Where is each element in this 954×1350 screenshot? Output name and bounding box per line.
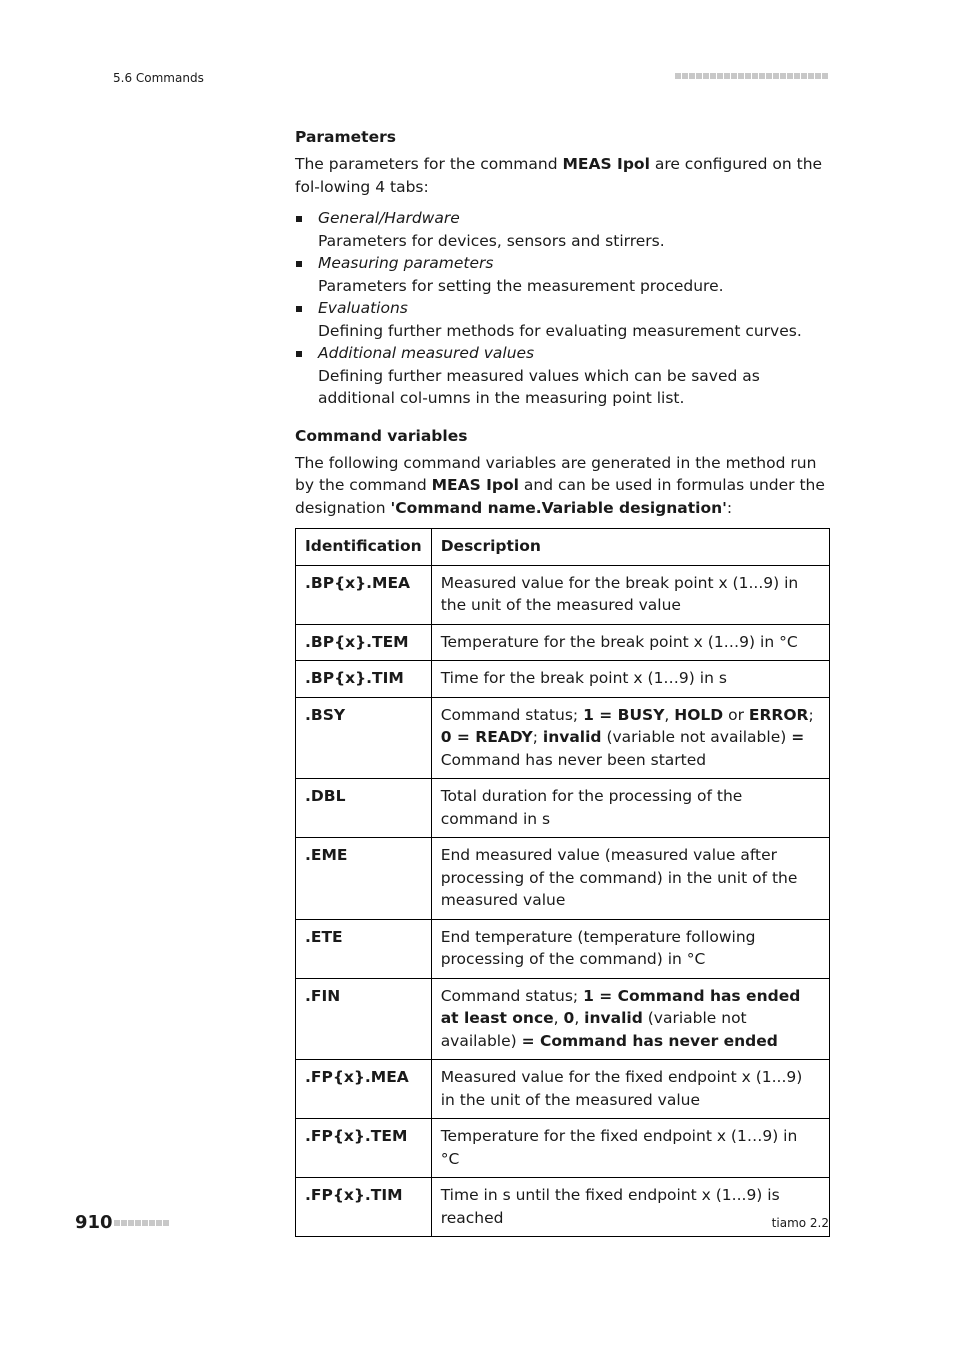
bold-text-run: MEAS Ipol [431,476,519,494]
text-run: , [553,1009,564,1027]
decoration-square [759,73,765,79]
column-header-identification: Identification [296,529,432,566]
decoration-square [696,73,702,79]
text-run: Time for the break point x (1…9) in s [440,669,727,687]
command-variables-section [295,427,830,1238]
decoration-square [752,73,758,79]
text-run: ; [808,705,814,724]
list-item [295,207,830,252]
variable-identification: .FIN [296,978,432,1060]
variable-identification: .FP{x}.TEM [296,1119,432,1178]
decoration-square [731,73,737,79]
bullet-icon [296,216,302,222]
bold-text-run: 1 = Command has ended at least once [440,986,801,1027]
decoration-square [766,73,772,79]
footer-decoration [114,1220,169,1226]
command-variables-table [295,528,830,1237]
table-row [296,838,830,920]
bold-text-run: invalid [542,728,602,746]
decoration-square [128,1220,134,1226]
header-decoration [675,73,828,79]
parameters-heading: Parameters [295,128,396,146]
decoration-square [801,73,807,79]
text-run: Measured value for the fixed endpoint x (1...9) in the unit of the measured value [440,1068,803,1109]
tab-title: Measuring parameters [318,254,494,272]
decoration-square [780,73,786,79]
table-row [296,1178,830,1237]
bold-text-run: MEAS Ipol [562,155,650,173]
decoration-square [142,1220,148,1226]
decoration-square [724,73,730,79]
tab-description: Defining further methods for evaluating measurement curves. [318,321,802,340]
text-run: Command has never been started [440,750,707,769]
tab-description: Defining further measured values which can be saved as additional col-umns in the measuring point list. [318,366,760,407]
table-row [296,919,830,978]
text-run: , [664,705,675,724]
decoration-square [794,73,800,79]
variable-description [431,661,829,698]
bold-text-run: = [791,728,805,746]
text-run: Command status; [440,705,584,724]
bold-text-run: 'Command name.Variable designation' [390,498,727,517]
variable-identification: .EME [296,838,432,920]
bold-text-run: ERROR [748,705,809,724]
table-row [296,624,830,661]
variable-identification: .BSY [296,697,432,779]
decoration-square [822,73,828,79]
decoration-square [745,73,751,79]
table-row [296,779,830,838]
decoration-square [114,1220,120,1226]
variable-description [431,779,829,838]
variable-identification: .BP{x}.MEA [296,565,432,624]
text-run: Temperature for the break point x (1…9) in °C [440,632,798,651]
decoration-square [717,73,723,79]
variable-identification: .BP{x}.TEM [296,624,432,661]
variable-identification: .BP{x}.TIM [296,661,432,698]
bold-text-run: = Command has never ended [521,1031,778,1050]
decoration-square [738,73,744,79]
decoration-square [682,73,688,79]
tab-description: Parameters for setting the measurement procedure. [318,276,724,295]
main-content [295,128,830,1237]
text-run: Total duration for the processing of the command in s [440,787,743,828]
list-item [295,252,830,297]
variable-description [431,1178,829,1237]
list-item [295,342,830,410]
decoration-square [121,1220,127,1226]
variable-description [431,919,829,978]
table-row [296,1060,830,1119]
variable-description [431,624,829,661]
command-variables-heading: Command variables [295,426,468,445]
variable-identification: .FP{x}.MEA [296,1060,432,1119]
decoration-square [773,73,779,79]
product-name: tiamo 2.2 [771,1216,829,1230]
decoration-square [710,73,716,79]
bullet-icon [296,261,302,267]
table-row [296,978,830,1060]
bullet-icon [296,351,302,357]
tab-list [295,207,830,410]
text-run: Temperature for the fixed endpoint x (1…9) in °C [440,1127,798,1168]
list-item [295,297,830,342]
text-run: and can be used in formulas under the designation [295,476,825,517]
text-run: Measured value for the break point x (1...9) in the unit of the measured value [440,573,799,614]
text-run: End measured value (measured value after processing of the command) in the unit of the measured value [440,846,798,909]
text-run: Command status; [440,986,584,1005]
variable-identification: .FP{x}.TIM [296,1178,432,1237]
table-row [296,697,830,779]
text-run: (variable not available) [440,1009,747,1050]
parameters-intro [295,153,830,198]
decoration-square [135,1220,141,1226]
text-run: (variable not available) [601,728,792,746]
bullet-icon [296,306,302,312]
text-run: , [574,1009,585,1027]
bold-text-run: invalid [584,1009,643,1027]
text-run: The parameters for the command [295,155,563,173]
text-run: End temperature (temperature following processing of the command) in °C [440,927,756,968]
variable-identification: .DBL [296,779,432,838]
table-row [296,661,830,698]
bold-text-run: 0 = READY [440,728,533,746]
decoration-square [675,73,681,79]
decoration-square [787,73,793,79]
variable-description [431,565,829,624]
table-header-row [296,529,830,566]
tab-title: Evaluations [318,299,408,317]
text-run: : [726,498,733,517]
text-run: ; [532,728,543,746]
decoration-square [689,73,695,79]
running-header-section: 5.6 Commands [113,71,204,85]
text-run: or [723,705,749,724]
text-run: are configured on the fol-lowing 4 tabs: [295,155,823,196]
variable-description [431,1060,829,1119]
variable-description [431,697,829,779]
text-run: Time in s until the fixed endpoint x (1...9) is reached [440,1186,780,1227]
variable-description [431,1119,829,1178]
text-run: The following command variables are generated in the method run by the command [295,453,817,494]
bold-text-run: HOLD [674,705,724,724]
decoration-square [163,1220,169,1226]
decoration-square [808,73,814,79]
decoration-square [149,1220,155,1226]
decoration-square [156,1220,162,1226]
decoration-square [815,73,821,79]
tab-description: Parameters for devices, sensors and stirrers. [318,231,665,250]
tab-title: General/Hardware [318,209,460,227]
tab-title: Additional measured values [318,344,535,362]
variable-description [431,838,829,920]
variable-identification: .ETE [296,919,432,978]
decoration-square [703,73,709,79]
page-number: 910 [75,1212,113,1233]
table-row [296,565,830,624]
variable-description [431,978,829,1060]
command-variables-intro [295,452,830,520]
bold-text-run: 1 = BUSY [583,705,665,724]
bold-text-run: 0 [563,1009,575,1027]
column-header-description: Description [431,529,829,566]
table-row [296,1119,830,1178]
